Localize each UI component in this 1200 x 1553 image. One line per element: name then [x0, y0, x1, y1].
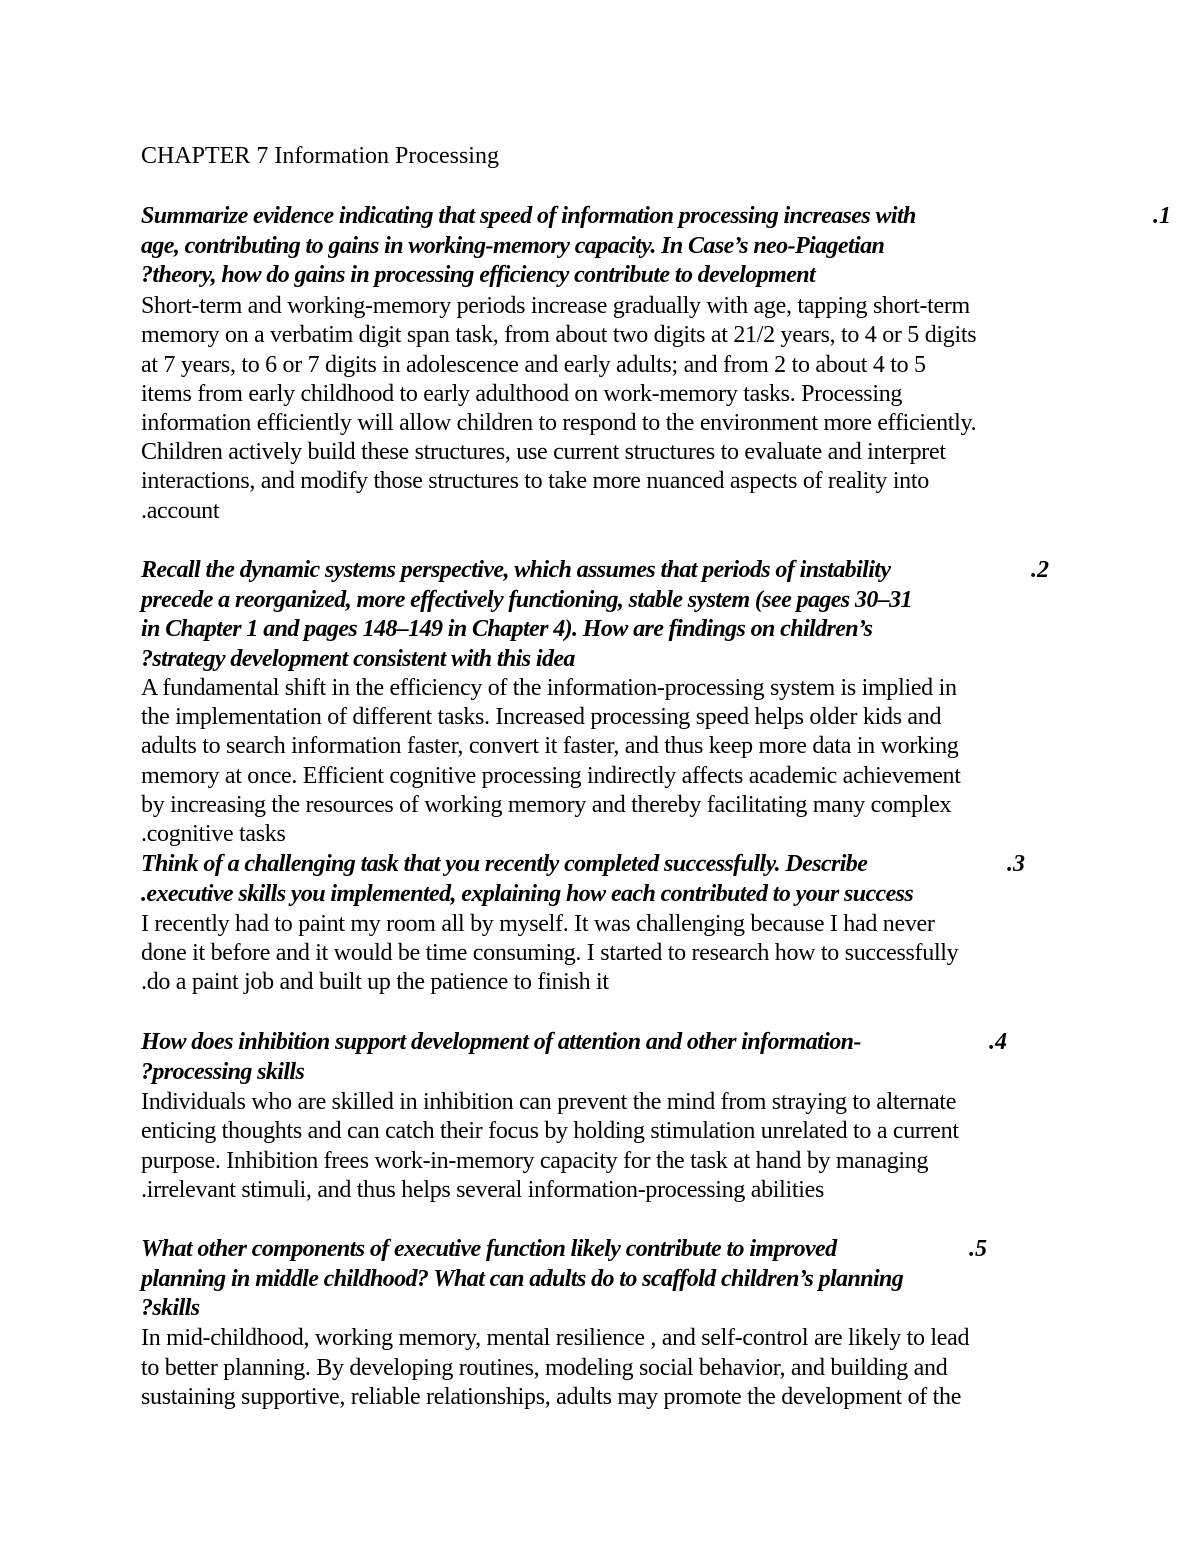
answer-5-line-1: In mid-childhood, working memory, mental resilience , and self-control are likely to lead — [141, 1325, 970, 1351]
answer-1-line-4: items from early childhood to early adulthood on work-memory tasks. Processing — [141, 381, 903, 407]
answer-3-line-1: I recently had to paint my room all by myself. It was challenging because I had never — [141, 911, 935, 937]
answer-2-line-2: the implementation of different tasks. Increased processing speed helps older kids and — [141, 704, 942, 730]
question-2-number: .2 — [1031, 557, 1049, 583]
question-1-prompt-line-2: age, contributing to gains in working-memory capacity. In Case’s neo-Piagetian — [141, 233, 885, 259]
answer-1-line-6: Children actively build these structures, use current structures to evaluate and interpret — [141, 439, 946, 465]
question-2-prompt-line-3: in Chapter 1 and pages 148–149 in Chapter 4). How are findings on children’s — [141, 616, 873, 642]
answer-4-line-1: Individuals who are skilled in inhibition can prevent the mind from straying to alternate — [141, 1089, 957, 1115]
question-1-prompt-line-1: Summarize evidence indicating that speed of information processing increases with — [141, 203, 916, 229]
question-2-prompt-line-1: Recall the dynamic systems perspective, which assumes that periods of instability — [141, 557, 891, 583]
page-title: CHAPTER 7 Information Processing — [141, 143, 499, 169]
question-5-prompt-line-1: What other components of executive function likely contribute to improved — [141, 1236, 837, 1262]
question-4-prompt-line-2: ?processing skills — [141, 1059, 305, 1085]
question-2-prompt-line-2: precede a reorganized, more effectively functioning, stable system (see pages 30–31 — [141, 587, 912, 613]
question-3-prompt-line-1: Think of a challenging task that you recently completed successfully. Describe — [141, 851, 868, 877]
answer-5-line-2: to better planning. By developing routines, modeling social behavior, and building and — [141, 1355, 948, 1381]
question-4-prompt-line-1: How does inhibition support development of attention and other information- — [141, 1029, 861, 1055]
question-3-prompt-line-2: .executive skills you implemented, explaining how each contributed to your success — [141, 881, 914, 907]
question-5-number: .5 — [969, 1236, 987, 1262]
question-5-prompt-line-3: ?skills — [141, 1295, 200, 1321]
answer-1-line-2: memory on a verbatim digit span task, from about two digits at 21/2 years, to 4 or 5 digits — [141, 322, 977, 348]
answer-1-line-8: .account — [141, 498, 220, 524]
answer-5-line-3: sustaining supportive, reliable relationships, adults may promote the development of the — [141, 1384, 962, 1410]
answer-3-line-3: .do a paint job and built up the patience to finish it — [141, 969, 609, 995]
question-1-prompt-line-3: ?theory, how do gains in processing efficiency contribute to development — [141, 262, 816, 288]
answer-1-line-7: interactions, and modify those structures to take more nuanced aspects of reality into — [141, 468, 929, 494]
answer-4-line-3: purpose. Inhibition frees work-in-memory capacity for the task at hand by managing — [141, 1148, 929, 1174]
answer-2-line-5: by increasing the resources of working memory and thereby facilitating many complex — [141, 792, 952, 818]
answer-1-line-5: information efficiently will allow children to respond to the environment more efficiently. — [141, 410, 977, 436]
question-5-prompt-line-2: planning in middle childhood? What can adults do to scaffold children’s planning — [141, 1266, 904, 1292]
question-2-prompt-line-4: ?strategy development consistent with this idea — [141, 646, 575, 672]
answer-2-line-6: .cognitive tasks — [141, 821, 286, 847]
answer-2-line-3: adults to search information faster, convert it faster, and thus keep more data in working — [141, 733, 959, 759]
answer-1-line-3: at 7 years, to 6 or 7 digits in adolescence and early adults; and from 2 to about 4 to 5 — [141, 352, 926, 378]
answer-3-line-2: done it before and it would be time consuming. I started to research how to successfully — [141, 940, 959, 966]
answer-2-line-1: A fundamental shift in the efficiency of the information-processing system is implied in — [141, 675, 957, 701]
question-3-number: .3 — [1007, 851, 1025, 877]
answer-4-line-2: enticing thoughts and can catch their focus by holding stimulation unrelated to a current — [141, 1118, 959, 1144]
answer-2-line-4: memory at once. Efficient cognitive processing indirectly affects academic achievement — [141, 763, 961, 789]
answer-1-line-1: Short-term and working-memory periods increase gradually with age, tapping short-term — [141, 293, 970, 319]
question-1-number: .1 — [1153, 203, 1171, 229]
question-4-number: .4 — [989, 1029, 1007, 1055]
answer-4-line-4: .irrelevant stimuli, and thus helps several information-processing abilities — [141, 1177, 825, 1203]
